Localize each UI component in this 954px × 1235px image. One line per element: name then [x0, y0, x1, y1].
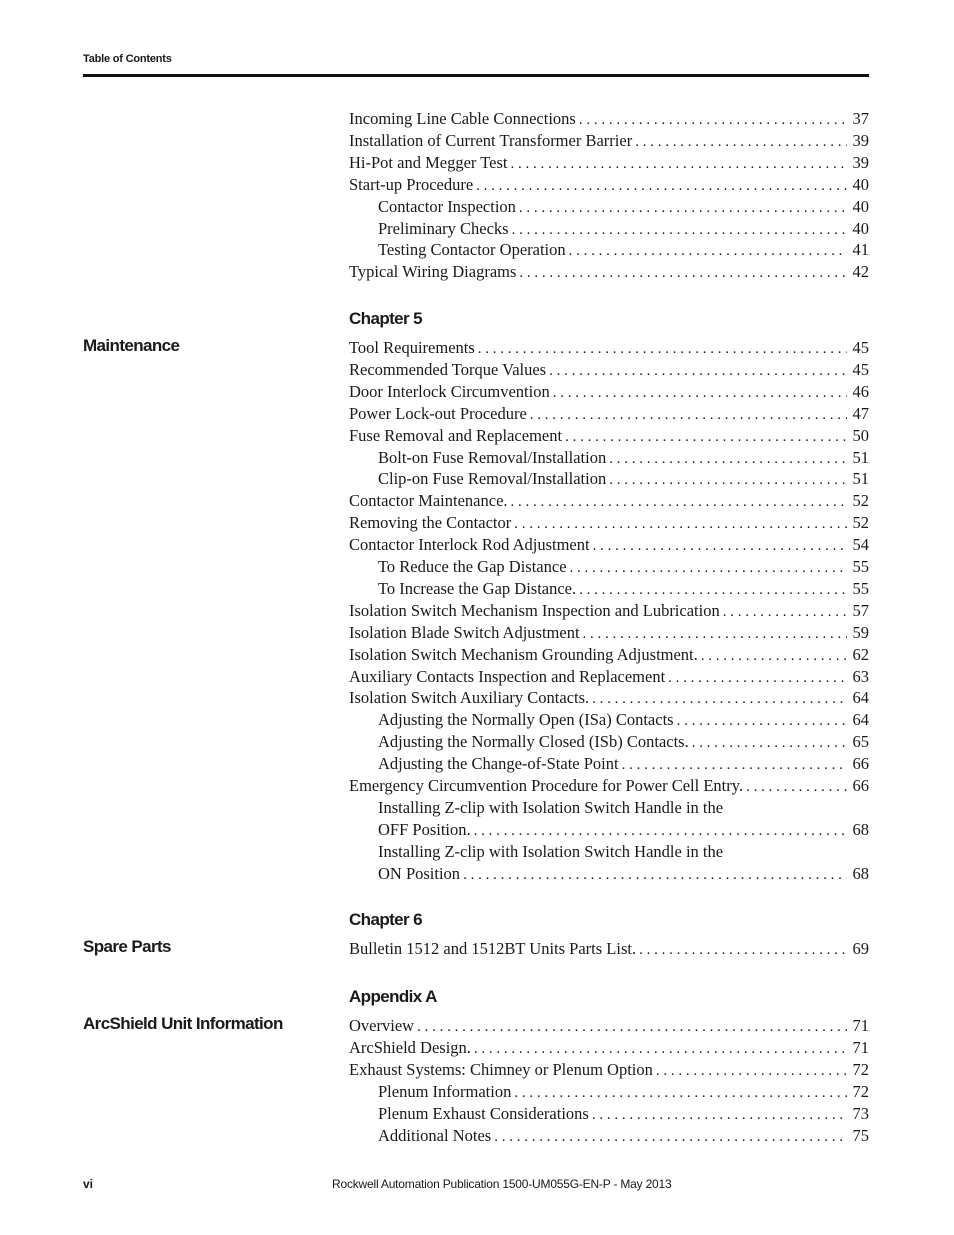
- toc-entry-title: Recommended Torque Values: [349, 359, 547, 379]
- dot-leader: [609, 469, 846, 491]
- dot-leader: [701, 645, 847, 667]
- toc-entry-title: Contactor Interlock Rod Adjustment: [349, 535, 590, 555]
- publication-info: Rockwell Automation Publication 1500-UM055G-EN-P - May 2013: [332, 1177, 672, 1191]
- toc-entry: [378, 753, 869, 775]
- dot-leader: [622, 754, 847, 776]
- dot-leader: [639, 939, 846, 961]
- toc-entry-title: Isolation Switch Mechanism Inspection and Lubrication: [349, 600, 720, 620]
- toc-entry-title: Power Lock-out Procedure: [349, 403, 527, 423]
- dot-leader: [511, 491, 847, 513]
- toc-entry-title: To Reduce the Gap Distance: [378, 557, 567, 576]
- toc-entry-title: Removing the Contactor: [349, 513, 512, 533]
- toc-entry-title: Installing Z-clip with Isolation Switch Handle in the: [378, 841, 724, 861]
- chapter-number: Chapter 6: [349, 910, 423, 929]
- dot-leader: [549, 360, 846, 382]
- toc-entry: [378, 1125, 869, 1147]
- toc-page-number: 39: [852, 130, 869, 150]
- dot-leader: [592, 1104, 847, 1126]
- toc-entry-title: Installing Z-clip with Isolation Switch Handle in the: [378, 797, 724, 817]
- toc-entry: [378, 239, 869, 261]
- toc-page-number: 63: [852, 666, 869, 686]
- toc-page-number: 55: [852, 557, 869, 576]
- toc-entry-title: Start-up Procedure: [349, 174, 474, 194]
- toc-entry-title: Clip-on Fuse Removal/Installation: [378, 469, 607, 489]
- toc-page-number: 66: [852, 754, 869, 774]
- toc-entry: [349, 1059, 869, 1081]
- toc-page-number: 71: [852, 1037, 869, 1057]
- toc-entry: [378, 797, 869, 819]
- toc-page-number: 46: [852, 381, 869, 401]
- toc-entry-title: Bolt-on Fuse Removal/Installation: [378, 447, 607, 467]
- toc-entry-title: Adjusting the Normally Closed (ISb) Contacts.: [378, 732, 689, 752]
- toc-entry-title: Adjusting the Normally Open (ISa) Contacts: [378, 710, 674, 730]
- toc-page-number: 51: [852, 469, 869, 489]
- chapter-number: Appendix A: [349, 987, 437, 1006]
- toc-entry: [349, 425, 869, 447]
- dot-leader: [635, 131, 846, 153]
- toc-page-number: 55: [852, 578, 869, 598]
- toc-entry: [378, 841, 869, 863]
- toc-page-number: 62: [852, 644, 869, 664]
- toc-entry-title: Door Interlock Circumvention: [349, 381, 550, 401]
- dot-leader: [530, 404, 847, 426]
- toc-entry: [349, 600, 869, 622]
- running-header: Table of Contents: [83, 53, 172, 65]
- toc-page-number: 41: [852, 240, 869, 260]
- toc-entry: [349, 108, 869, 130]
- dot-leader: [583, 623, 847, 645]
- toc-entry: [378, 1103, 869, 1125]
- toc-page-number: 37: [852, 109, 869, 128]
- toc-entry: [349, 359, 869, 381]
- toc-entry-title: Additional Notes: [378, 1125, 492, 1145]
- dot-leader: [519, 197, 847, 219]
- dot-leader: [569, 240, 847, 262]
- toc-page-number: 52: [852, 491, 869, 511]
- dot-leader: [553, 382, 847, 404]
- toc-page-number: 65: [852, 732, 869, 752]
- dot-leader: [570, 557, 847, 579]
- toc-page-number: 71: [852, 1016, 869, 1035]
- toc-page-number: 57: [852, 600, 869, 620]
- dot-leader: [592, 688, 846, 710]
- dot-leader: [656, 1060, 847, 1082]
- dot-leader: [514, 1082, 846, 1104]
- toc-page-number: 39: [852, 152, 869, 172]
- toc-entry: [349, 381, 869, 403]
- toc-entry-title: Tool Requirements: [349, 338, 475, 357]
- toc-entry-title: Overview: [349, 1016, 415, 1035]
- toc-entry-continuation: [378, 863, 869, 885]
- toc-page-number: 45: [852, 338, 869, 357]
- toc-page-number: 66: [852, 776, 869, 795]
- toc-entry: [378, 218, 869, 240]
- toc-entry-title: Adjusting the Change-of-State Point: [378, 754, 619, 774]
- toc-entry: [349, 512, 869, 534]
- dot-leader: [494, 1126, 846, 1148]
- dot-leader: [478, 338, 847, 360]
- dot-leader: [510, 153, 846, 175]
- dot-leader: [474, 1038, 847, 1060]
- toc-page-number: 47: [852, 403, 869, 423]
- toc-entry: [349, 490, 869, 512]
- dot-leader: [668, 667, 846, 689]
- toc-entry-title: Plenum Information: [378, 1081, 512, 1101]
- chapter-number: Chapter 5: [349, 309, 423, 328]
- toc-entry: [349, 337, 869, 359]
- toc-page-number: 72: [852, 1059, 869, 1079]
- toc-page-number: 72: [852, 1081, 869, 1101]
- toc-entry-title: Hi-Pot and Megger Test: [349, 152, 508, 172]
- dot-leader: [723, 601, 847, 623]
- chapter-title: Maintenance: [83, 336, 180, 355]
- toc-page-number: 40: [852, 174, 869, 194]
- chapter-title: ArcShield Unit Information: [83, 1014, 283, 1033]
- toc-page-number: 64: [852, 710, 869, 730]
- toc-entry: [349, 775, 869, 797]
- toc-entry-title: To Increase the Gap Distance.: [378, 578, 577, 598]
- toc-entry-title: Plenum Exhaust Considerations: [378, 1103, 589, 1123]
- toc-page-number: 51: [852, 447, 869, 467]
- toc-entry-title: ArcShield Design.: [349, 1037, 471, 1057]
- toc-entry: [349, 938, 869, 960]
- toc-entry: [378, 578, 869, 600]
- toc-entry-continuation: [378, 819, 869, 841]
- toc-entry-title: Preliminary Checks: [378, 218, 509, 238]
- toc-entry-title: ON Position: [378, 863, 461, 883]
- toc-entry: [349, 174, 869, 196]
- toc-page-number: 64: [852, 688, 869, 708]
- toc-entry-title: Isolation Switch Mechanism Grounding Adjustment.: [349, 644, 698, 664]
- dot-leader: [579, 109, 847, 131]
- dot-leader: [417, 1016, 846, 1038]
- toc-page-number: 42: [852, 262, 869, 282]
- dot-leader: [609, 448, 846, 470]
- toc-entry: [349, 152, 869, 174]
- dot-leader: [565, 426, 846, 448]
- dot-leader: [677, 710, 847, 732]
- header-rule: [83, 74, 869, 77]
- dot-leader: [512, 219, 847, 241]
- toc-entry-title: Emergency Circumvention Procedure for Power Cell Entry.: [349, 776, 744, 795]
- toc-entry-title: Exhaust Systems: Chimney or Plenum Option: [349, 1059, 653, 1079]
- dot-leader: [463, 864, 846, 886]
- toc-entry: [349, 1037, 869, 1059]
- toc-entry-title: Contactor Inspection: [378, 196, 516, 216]
- toc-entry: [349, 666, 869, 688]
- toc-entry: [378, 1081, 869, 1103]
- dot-leader: [476, 175, 846, 197]
- toc-page-number: 54: [852, 535, 869, 555]
- chapter-title: Spare Parts: [83, 937, 171, 956]
- toc-entry: [378, 556, 869, 578]
- toc-entry: [349, 687, 869, 709]
- toc-page-number: 73: [852, 1103, 869, 1123]
- toc-page-number: 69: [852, 939, 869, 958]
- toc-entry: [349, 130, 869, 152]
- toc-entry-title: Incoming Line Cable Connections: [349, 109, 576, 128]
- toc-entry: [349, 534, 869, 556]
- dot-leader: [692, 732, 847, 754]
- toc-entry: [378, 709, 869, 731]
- toc-entry: [349, 622, 869, 644]
- toc-entry-title: Isolation Blade Switch Adjustment: [349, 622, 580, 642]
- dot-leader: [519, 262, 846, 284]
- toc-entry: [349, 644, 869, 666]
- toc-page-number: 75: [852, 1125, 869, 1145]
- toc-entry: [378, 731, 869, 753]
- toc-entry-title: Isolation Switch Auxiliary Contacts.: [349, 688, 590, 708]
- toc-page-number: 68: [852, 863, 869, 883]
- toc-entry-title: Installation of Current Transformer Barrier: [349, 130, 633, 150]
- toc-entry: [378, 447, 869, 469]
- toc-entry: [349, 261, 869, 283]
- toc-page-number: 40: [852, 196, 869, 216]
- dot-leader: [593, 535, 847, 557]
- dot-leader: [474, 820, 847, 842]
- toc-entry-title: Testing Contactor Operation: [378, 240, 566, 260]
- toc-page-number: 59: [852, 622, 869, 642]
- toc-entry-title: Contactor Maintenance.: [349, 491, 508, 511]
- page-number: vi: [83, 1177, 94, 1191]
- toc-entry-title: Fuse Removal and Replacement: [349, 425, 563, 445]
- toc-entry: [378, 196, 869, 218]
- toc-entry-title: Auxiliary Contacts Inspection and Replacement: [349, 666, 666, 686]
- toc-page-number: 52: [852, 513, 869, 533]
- dot-leader: [579, 579, 846, 601]
- dot-leader: [746, 776, 846, 798]
- toc-page-number: 50: [852, 425, 869, 445]
- toc-entry: [349, 1015, 869, 1037]
- toc-entry-title: Bulletin 1512 and 1512BT Units Parts List.: [349, 939, 637, 958]
- toc-entry-title: OFF Position.: [378, 819, 471, 839]
- toc-page-number: 45: [852, 359, 869, 379]
- toc-entry-title: Typical Wiring Diagrams: [349, 262, 517, 282]
- toc-entry: [349, 403, 869, 425]
- toc-page-number: 40: [852, 218, 869, 238]
- toc-entry: [378, 468, 869, 490]
- dot-leader: [514, 513, 846, 535]
- toc-page-number: 68: [852, 819, 869, 839]
